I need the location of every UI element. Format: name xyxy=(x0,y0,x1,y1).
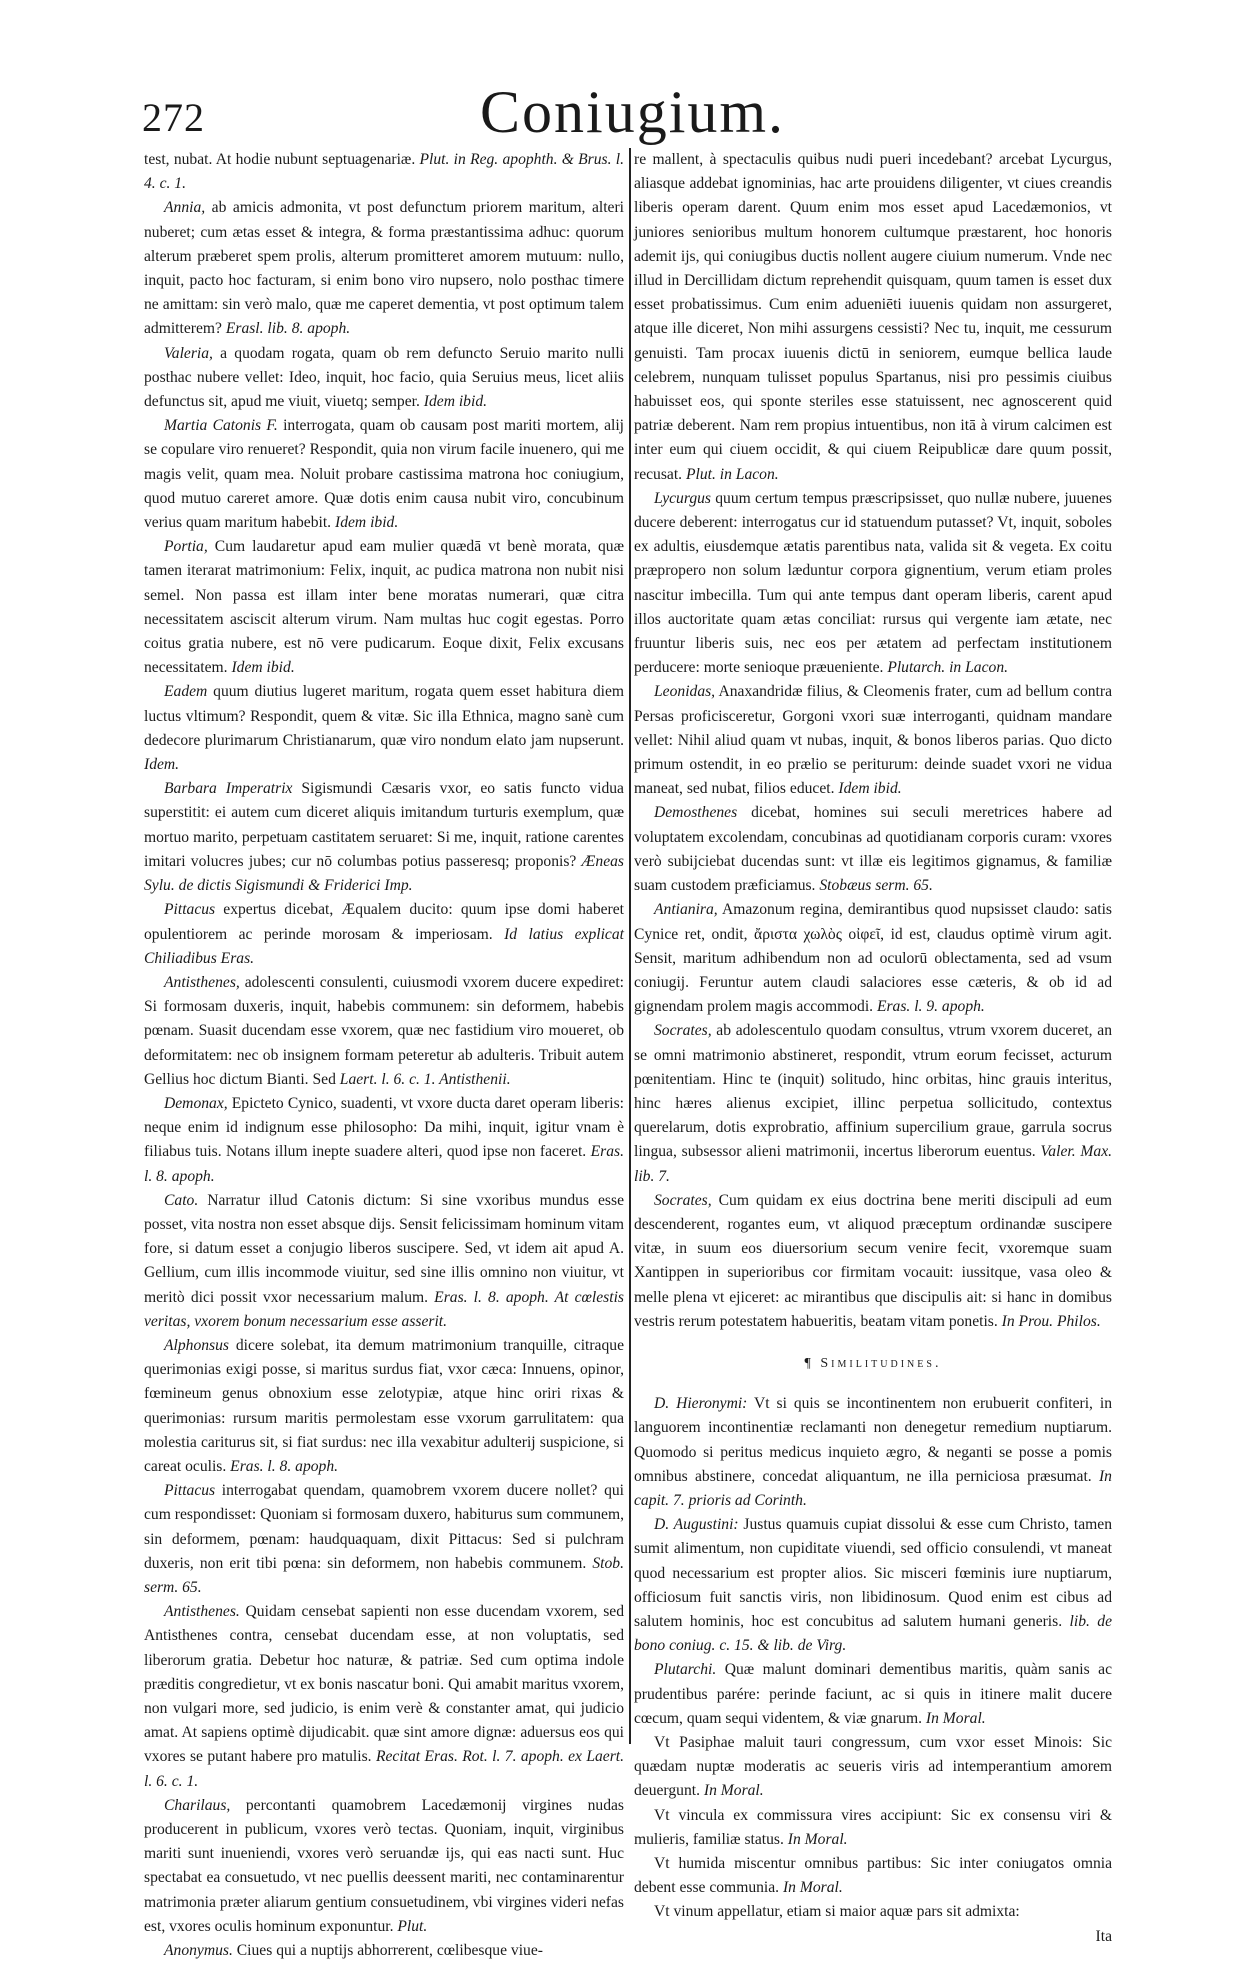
entry-text: expertus dicebat, Æqualem ducito: quum ipse domi haberet opulentiorem ac perinde morosam & imperiosam. xyxy=(144,901,624,943)
entry-text: Vt humida miscentur omnibus partibus: Sic inter coniugatos omnia debent esse communia. xyxy=(634,1855,1112,1897)
entry-source: Idem. xyxy=(144,756,180,774)
entry-author: Socrates, xyxy=(654,1191,712,1209)
similitudines-entries xyxy=(634,1392,1112,1924)
entry-author: D. Augustini: xyxy=(654,1516,739,1534)
entry-source: Valer. Max. lib. 7. xyxy=(634,1143,1113,1185)
entry-source: Eras. l. 8. apoph. xyxy=(144,1143,625,1185)
entry-author: Antianira, xyxy=(654,901,718,919)
entry-paragraph xyxy=(144,1479,624,1600)
entry-author: Charilaus, xyxy=(164,1796,231,1814)
entry-paragraph xyxy=(634,1019,1112,1188)
page-number: 272 xyxy=(142,95,205,140)
entry-paragraph xyxy=(634,487,1112,681)
entry-paragraph xyxy=(144,535,624,680)
entry-author: Socrates, xyxy=(654,1022,712,1040)
entry-paragraph xyxy=(144,148,624,196)
entry-author: Portia, xyxy=(164,538,208,556)
entry-text: Justus quamuis cupiat dissolui & esse cum Christo, tamen sumit alimentum, non cupiditate viuendi, sed officio consulendi, vt maneat quod necessarium est propter alios. Sic misceri fœminis iure nuptiarum, officiosum fuit sanctis viris, non libidinosum. Quod enim est cibus ad salutem hominis, hoc est concubitus ad salutem humani generis. xyxy=(634,1516,1112,1630)
entry-paragraph xyxy=(634,898,1112,1019)
entry-source: In Moral. xyxy=(782,1879,843,1897)
entry-text: Vt vincula ex commissura vires accipiunt: Sic ex consensu viri & mulieris, familiæ status. xyxy=(634,1806,1112,1848)
entry-paragraph xyxy=(144,1939,624,1963)
section-heading: ¶ Similitudines. xyxy=(804,1355,942,1371)
entry-paragraph xyxy=(634,1658,1112,1731)
entry-paragraph xyxy=(144,1600,624,1794)
entry-author: Plutarchi. xyxy=(654,1661,717,1679)
entry-author: Annia, xyxy=(164,199,206,217)
entry-text: interrogabat quendam, quamobrem vxorem ducere nollet? qui cum respondisset: Quoniam si formosam duxero, habiturus sum communem, sin deformem, pœnam: haudquaquam, dixit Pittacus: Sed si pulchram duxeris, non erit tibi pœna: sin deformem, non habebis communem. xyxy=(144,1482,624,1572)
entry-source: Stob. serm. 65. xyxy=(144,1554,624,1596)
entry-source: Æneas Sylu. de dictis Sigismundi & Friderici Imp. xyxy=(144,852,624,895)
entry-paragraph xyxy=(144,1794,624,1939)
entry-text: Amazonum regina, demirantibus quod nupsisset claudo: satis Cynice ret, ondit, ἄριστα χωλὸς οἰφεῖ, id est, claudus optimè virum agit. Sensit, maritum adhibendum non ad oculorū oblectamenta, sed ad vsum coniugij. Feruntur autem claudi salaciores esse cæteris, & ob id ad gignendam prolem magis accommodi. xyxy=(634,901,1112,1016)
entry-author: Cato. xyxy=(164,1191,199,1209)
entry-author: Lycurgus xyxy=(654,489,711,507)
entry-author: Barbara Imperatrix xyxy=(164,780,293,798)
entry-text: re mallent, à spectaculis quibus nudi pueri incedebant? arcebat Lycurgus, aliasque addebat ignominias, hac arte prouidens diligenter, vt ciues creandis liberis operam darent. Quum enim mos esset apud Lacedæmonios, vt juniores senioribus multum honorem cultumque præstarent, hoc honoris ademit ijs, qui coniugibus ductis nollent augere ciuium numerum. Vnde nec illud in Dercillidam dictum reprehendit quisquam, quum tamen is esset dux esset probatissimus. Cum enim adueniēti iuuenis quidam non assurgeret, atque ille diceret, Non mihi assurgens cessisti? Nec tu, inquit, me cessurum genuisti. Tam procax iuuenis dictū in seniorem, eumque bellica laude celebrem, nunquam tulisset populus Spartanus, nisi pro pessimis ciuibus habuisset eos, qui sponte steriles esse statuissent, nec agnoscerent quid patriæ deberent. Nam rem propius intuentibus, non itā à virum calcimen est inter eum qui ciuem occidit, & qui ciuem Reipublicæ dare quum possit, recusat. xyxy=(634,151,1112,483)
entry-author: Eadem xyxy=(164,683,208,701)
entry-source: In Moral. xyxy=(925,1709,986,1727)
column-rule xyxy=(629,148,631,1744)
entry-author: Antisthenes. xyxy=(164,1603,240,1621)
entry-paragraph xyxy=(144,196,624,341)
entry-source: Idem ibid. xyxy=(231,659,295,677)
entry-author: Demonax, xyxy=(164,1094,228,1112)
entry-paragraph xyxy=(144,1334,624,1479)
entry-source: Laert. l. 6. c. 1. Antisthenii. xyxy=(339,1070,511,1088)
entry-author: Leonidas, xyxy=(654,683,716,701)
entry-text: test, nubat. At hodie nubunt septuagenariæ. xyxy=(144,151,416,168)
entry-paragraph xyxy=(634,1513,1112,1658)
right-column xyxy=(634,148,1112,1949)
entry-source: lib. de bono coniug. c. 15. & lib. de Virg. xyxy=(634,1612,1113,1655)
entry-text: Ciues qui a nuptijs abhorrerent, cœlibesque viue- xyxy=(236,1942,543,1960)
entry-text: percontanti quamobrem Lacedæmonij virgines nudas producerent in publicum, vxores verò tectas. Quoniam, inquit, virginibus mariti sunt inueniendi, vxores verò seruandæ ijs, qui eas nacti sunt. Huc spectabat ea consuetudo, vt nec puellis deessent mariti, nec contaminarentur matrimonia præter aliarum gentium consuetudinem, vbi virgines videri nefas est, vxores oculis hominum exponuntur. xyxy=(144,1796,624,1935)
entry-paragraph xyxy=(144,1189,624,1334)
entry-source: In capit. 7. prioris ad Corinth. xyxy=(634,1467,1112,1509)
entry-paragraph xyxy=(634,148,1112,487)
entry-paragraph xyxy=(634,1189,1112,1334)
entry-source: Eras. l. 8. apoph. At cœlestis veritas, vxorem bonum necessarium esse asserit. xyxy=(144,1288,624,1330)
entry-text: Vt Pasiphae maluit tauri congressum, cum vxor esset Minois: Sic quædam nuptæ moderatis ac seueris viris ad intemperantium amorem deuergunt. xyxy=(634,1734,1112,1800)
entry-source: Idem ibid. xyxy=(335,514,399,532)
entry-text: Sigismundi Cæsaris vxor, eo satis functo vidua superstitit: ei autem cum diceret aliquis imitandum turturis exemplum, quæ mortuo marito, perpetuam castitatem seruaret: Si me, inquit, ratione carentes imitari volucres jubes; cur nō columbas potius passeresq; proponis? xyxy=(144,780,624,870)
entry-paragraph xyxy=(144,680,624,777)
entry-text: Quæ malunt dominari dementibus maritis, quàm sanis ac prudentibus parére: perinde faciunt, ac si quis in itinere malit ducere cœcum, quam sequi videntem, & viæ gnarum. xyxy=(634,1661,1112,1727)
entry-source: Plut. in Reg. apophth. & Brus. l. 4. c. 1. xyxy=(144,151,625,193)
entry-author: Martia Catonis F. xyxy=(164,417,278,435)
entry-source: Eras. l. 8. apoph. xyxy=(230,1457,339,1475)
entry-text: quum certum tempus præscripsisset, quo nullæ nubere, juuenes ducere deberent: interrogatus cur id statuendum putasset? Vt, inquit, soboles ex adultis, eiusdemque ætatis parentibus nata, valida sit & vegeta. Ex coitu præpropero non solum læduntur corpora gignentium, verum etiam proles nascitur imbecilla. Tum qui ante tempus dant operam liberis, carent apud illos auctoritate quam ætas conciliat: rursus qui vergente iam ætate, nec fruuntur liberis suis, nec eos per ætatem ad perfectam institutionem perducere: morte senioque præueniente. xyxy=(634,489,1112,677)
entry-author: Anonymus. xyxy=(164,1942,233,1960)
entry-author: Alphonsus xyxy=(164,1336,229,1354)
entry-paragraph xyxy=(634,1731,1112,1804)
entry-text: quum diutius lugeret maritum, rogata quem esset habitura diem luctus vltimum? Respondit, quem & vitæ. Sic illa Ethnica, magno sanè cum dedecore plurimarum Christianarum, quæ viro nondum elato jam nupserunt. xyxy=(144,683,624,749)
entry-paragraph xyxy=(144,414,624,535)
entry-author: Pittacus xyxy=(164,901,216,919)
entry-source: Plut. xyxy=(397,1917,428,1935)
entry-paragraph xyxy=(634,1804,1112,1852)
entry-text: Narratur illud Catonis dictum: Si sine vxoribus mundus esse posset, vita nostra non esset absque dijs. Sensit felicissimam hominum vitam fore, si datum esset a conjugio liberos suscipere. Sed, vt idem ait apud A. Gellium, cum illis incommode viuitur, sed sine illis omnino non viuitur, vt meritò dici possit vxor necessarium malum. xyxy=(144,1191,624,1306)
entry-text: ab amicis admonita, vt post defunctum priorem maritum, alteri nuberet; cum ætas esset & integra, & forma præstantissima adhuc: quorum alterum præberet spem prolis, alterum promitteret amorem mutuum: nullo, inquit, pacto hoc facturam, si enim bono viro nupsero, nolo posthac timere ne amittam: sin verò malo, quæ me caperet dementia, vt post optimum talem admitterem? xyxy=(144,199,624,338)
entry-source: Erasl. lib. 8. apoph. xyxy=(225,320,351,338)
entry-paragraph xyxy=(144,342,624,415)
entry-source: Eras. l. 9. apoph. xyxy=(876,998,985,1016)
entry-author: Antisthenes, xyxy=(164,973,240,991)
entry-text: Quidam censebat sapienti non esse ducendam vxorem, sed Antisthenes contra, censebat ducendam esse, at non voluptatis, sed liberorum gratia. Debetur hoc naturæ, & patriæ. Sed cum optima indole præditis congredietur, vt ex bonis nascatur boni. Qui amabit maritus vxorem, non vulgari more, sed judicio, is enim verè & constanter amat, qui judicio amat. At sapiens optimè dijudicabit. quæ sint amore dignæ: aduersus eos qui vxores se putant habere pro matulis. xyxy=(144,1603,624,1766)
entry-text: Vt vinum appellatur, etiam si maior aquæ pars sit admixta: xyxy=(654,1903,1020,1921)
entry-source: In Moral. xyxy=(787,1830,848,1848)
entry-paragraph xyxy=(634,680,1112,801)
entry-paragraph xyxy=(634,1392,1112,1513)
entry-author: Pittacus xyxy=(164,1482,216,1500)
entry-text: a quodam rogata, quam ob rem defuncto Seruio marito nulli posthac nubere vellet: Ideo, inquit, hoc facio, quia Seruius meus, licet aliis defunctus sit, apud me viuit, viuetq; semper. xyxy=(144,344,624,411)
entry-text: interrogata, quam ob causam post mariti mortem, alij se copulare viro renueret? Respondit, quia non virum facile inuenero, qui me magis velit, quam mea. Noluit probare castissima matrona hoc coniugium, quod mutuo careret amore. Quæ dotis enim causa nubit viro, concubinum verius quam maritum habebit. xyxy=(144,417,624,532)
entry-text: Anaxandridæ filius, & Cleomenis frater, cum ad bellum contra Persas proficisceretur, Gorgoni vxori suæ interroganti, quidnam mandare vellet: Nihil aliud quam vt nubas, inquit, & bonos liberos parias. Quo dicto primum ostendit, in eo prælio se periturum: deinde suadet vxori ne vidua maneat, sed nubat, filios educet. xyxy=(634,683,1112,798)
entry-source: Stobæus serm. 65. xyxy=(819,877,933,895)
entry-source: In Moral. xyxy=(703,1782,764,1800)
entry-paragraph xyxy=(144,777,624,898)
entry-author: Valeria, xyxy=(164,344,213,362)
entry-author: D. Hieronymi: xyxy=(654,1395,748,1413)
right-column-entries xyxy=(634,148,1112,1334)
entry-source: Recitat Eras. Rot. l. 7. apoph. ex Laert. l. 6. c. 1. xyxy=(144,1748,625,1790)
entry-paragraph xyxy=(144,898,624,971)
entry-author: Demosthenes xyxy=(654,804,738,822)
entry-text: ab adolescentulo quodam consultus, vtrum vxorem duceret, an se omni matrimonio abstineret, respondit, vtrum eorum fecisset, acturum pœnitentiam. Hinc te (inquit) solitudo, hinc orbitas, hinc grauis interitus, hinc hæres alienus excipiet, illinc perpetua sollicitudo, contextus querelarum, dotis exprobratio, affinium supercilium graue, garrula socrus lingua, subsessor alieni matrimonii, incertus liberorum euentus. xyxy=(634,1022,1112,1161)
running-title: Coniugium. xyxy=(480,79,786,145)
entry-source: In Prou. Philos. xyxy=(1001,1312,1101,1330)
entry-text: dicebat, homines sui seculi meretrices habere ad voluptatem excolendam, concubinas ad quotidianam corporis curam: vxores verò subijciebat ducendas sunt: vt illæ eis legitimos gignamus, & familiæ suam custodem præficiamus. xyxy=(634,804,1112,895)
entry-paragraph xyxy=(634,1852,1112,1900)
entry-source: Idem ibid. xyxy=(838,780,902,798)
entry-source: Idem ibid. xyxy=(423,393,488,411)
entry-text: adolescenti consulenti, cuiusmodi vxorem ducere expediret: Si formosam duxeris, inquit, habebis communem: sin deformem, habebis pœnam. Suasit ducendam esse vxorem, quæ nec fastidium viro moueret, ob deformitatem: nec ob insignem formam peteretur ab adulteris. Tribuit autem Gellius hoc dictum Bianti. Sed xyxy=(144,973,624,1088)
entry-text: Vt si quis se incontinentem non erubuerit confiteri, in languorem incontinentiæ reclamanti non denegetur remedium nuptiarum. Quomodo si peritus medicus inquieto ægro, & neganti se posse a pomis omnibus abstinere, concedat aliquantum, ne illa perniciosa præsumat. xyxy=(634,1395,1112,1485)
entry-paragraph xyxy=(144,1092,624,1189)
left-column xyxy=(144,148,624,1963)
entry-text: Cum laudaretur apud eam mulier quædā vt benè morata, quæ tamen iterarat matrimonium: Felix, inquit, ac pudica matrona non nubit nisi semel. Non passa est illam inter bene moratas numerari, quæ citra necessitatem asciscit alterum virum. Nam multas huc cogit egestas. Porro coitus gratia nubere, est nō vere pudicarum. Eoque dixit, Felix excusans necessitatem. xyxy=(144,538,624,677)
entry-source: Plutarch. in Lacon. xyxy=(887,659,1009,677)
entry-source: Plut. in Lacon. xyxy=(685,465,779,483)
entry-source: Id latius explicat Chiliadibus Eras. xyxy=(144,925,624,967)
catchword: Ita xyxy=(1095,1927,1112,1945)
entry-paragraph xyxy=(634,1900,1112,1924)
entry-paragraph xyxy=(144,971,624,1092)
entry-paragraph xyxy=(634,801,1112,898)
entry-text: Cum quidam ex eius doctrina bene meriti discipuli ad eum descenderent, rogantes eum, vt aliquod præceptum ordinandæ suscipere vitæ, in suum eos diuersorium secum venire fecit, vxoremque suam Xantippen in superioribus cor firmitam vocauit: iussitque, vasa oleo & melle plena vt ejiceret: ac mirantibus que discipulis ait: si hanc in domibus vestris rerum potestatem habueritis, beatam vitam ponetis. xyxy=(634,1191,1112,1330)
entry-text: Epicteto Cynico, suadenti, vt vxore ducta daret operam liberis: neque enim id indignum esse philosopho: Da mihi, inquit, igitur vnam è filiabus tuis. Notans illum inepte suadere alteri, quod ipse non faceret. xyxy=(144,1094,624,1161)
entry-text: dicere solebat, ita demum matrimonium tranquille, citraque querimonias exigi posse, si maritus surdus fiat, vxor cæca: Innuens, opinor, fœmineum genus obnoxium esse zelotypiæ, atque hinc oriri rixas & querimonias: rursum maritis permolestam esse vxorum garrulitatem: qua molestia cariturus sit, si fiat surdus: nec illa vexabitur adulterij suspicione, si careat oculis. xyxy=(144,1336,624,1475)
